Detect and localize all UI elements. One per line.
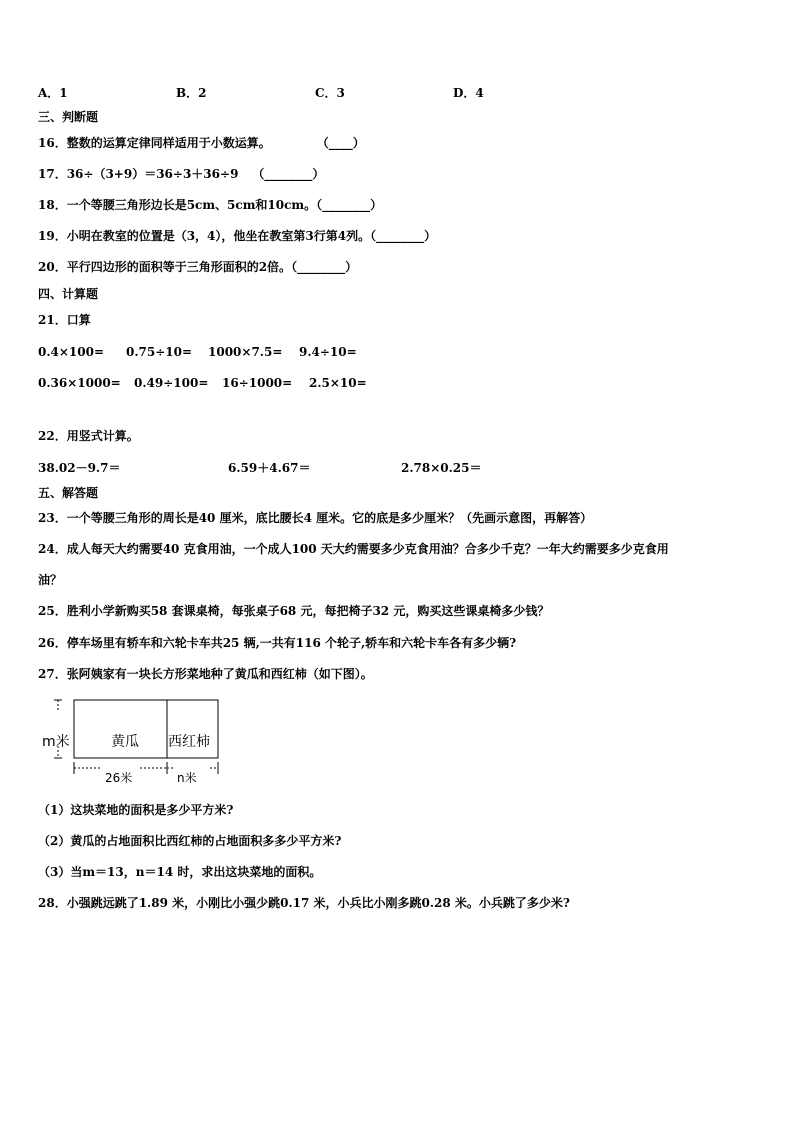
- option-c: C．3: [315, 86, 345, 100]
- option-d: D．4: [453, 86, 484, 100]
- question-27-2: （2）黄瓜的占地面积比西红柿的占地面积多多少平方米?: [38, 834, 342, 848]
- label-tomato: 西红柿: [168, 734, 210, 750]
- question-20: [38, 260, 357, 274]
- oral-item: 0.49÷100=: [134, 376, 209, 390]
- vertical-calc-item: 6.59＋4.67＝: [228, 461, 311, 475]
- label-n-meter: n米: [177, 771, 197, 785]
- answer-blank: （________）: [291, 260, 358, 274]
- question-text: 19．小明在教室的位置是（3，4），他坐在教室第3行第4列。: [38, 229, 371, 243]
- section-heading-judge: 三、判断题: [38, 110, 99, 124]
- question-25: 25．胜利小学新购买58 套课桌椅，每张桌子68 元，每把椅子32 元，购买这些课桌椅多少钱？: [38, 604, 550, 618]
- question-16: [38, 136, 365, 150]
- question-19: [38, 229, 436, 243]
- vertical-calc-item: 38.02－9.7＝: [38, 461, 121, 475]
- question-27-3: （3）当m＝13，n＝14 时，求出这块菜地的面积。: [38, 865, 322, 879]
- label-m-meter: m米: [42, 734, 70, 750]
- question-24: 24．成人每天大约需要40 克食用油，一个成人100 天大约需要多少克食用油？合多少千克？一年大约需要多少克食用: [38, 542, 669, 556]
- question-text: 17．36÷（3+9）＝36÷3＋36÷9: [38, 167, 239, 181]
- oral-item: 1000×7.5=: [208, 345, 283, 359]
- oral-item: 0.36×1000=: [38, 376, 121, 390]
- garden-diagram: [38, 690, 238, 786]
- option-a: A．1: [38, 86, 68, 100]
- oral-item: 16÷1000=: [222, 376, 293, 390]
- oral-item: 0.4×100=: [38, 345, 105, 359]
- option-b: B．2: [176, 86, 207, 100]
- question-text: 20．平行四边形的面积等于三角形面积的2倍。: [38, 260, 292, 274]
- answer-blank: （________）: [316, 198, 383, 212]
- question-24-cont: 油？: [38, 573, 63, 587]
- question-27-1: （1）这块菜地的面积是多少平方米?: [38, 803, 234, 817]
- question-27: 27．张阿姨家有一块长方形菜地种了黄瓜和西红柿（如下图）。: [38, 667, 373, 681]
- question-23: 23．一个等腰三角形的周长是40 厘米，底比腰长4 厘米。它的底是多少厘米？（先画示意图，再解答）: [38, 511, 593, 525]
- vertical-calc-item: 2.78×0.25＝: [401, 461, 482, 475]
- section-heading-calc: 四、计算题: [38, 287, 99, 301]
- section-heading-solve: 五、解答题: [38, 486, 99, 500]
- question-text: 18．一个等腰三角形边长是5cm、5cm和10cm。: [38, 198, 317, 212]
- question-28: 28．小强跳远跳了1.89 米，小刚比小强少跳0.17 米，小兵比小刚多跳0.28 米。小兵跳了多少米?: [38, 896, 570, 910]
- answer-blank: （____）: [316, 136, 365, 150]
- oral-item: 2.5×10=: [309, 376, 367, 390]
- question-17: [38, 167, 324, 181]
- question-text: 16．整数的运算定律同样适用于小数运算。: [38, 136, 271, 150]
- label-cucumber: 黄瓜: [111, 734, 139, 750]
- oral-item: 9.4÷10=: [299, 345, 357, 359]
- question-26: 26．停车场里有轿车和六轮卡车共25 辆,一共有116 个轮子,轿车和六轮卡车各有多少辆?: [38, 636, 517, 650]
- label-26-meter: 26米: [105, 771, 133, 785]
- answer-blank: （________）: [252, 167, 325, 181]
- question-22: 22．用竖式计算。: [38, 429, 139, 443]
- oral-item: 0.75÷10=: [126, 345, 193, 359]
- question-18: [38, 198, 382, 212]
- question-21: 21．口算: [38, 313, 91, 327]
- answer-blank: （________）: [370, 229, 437, 243]
